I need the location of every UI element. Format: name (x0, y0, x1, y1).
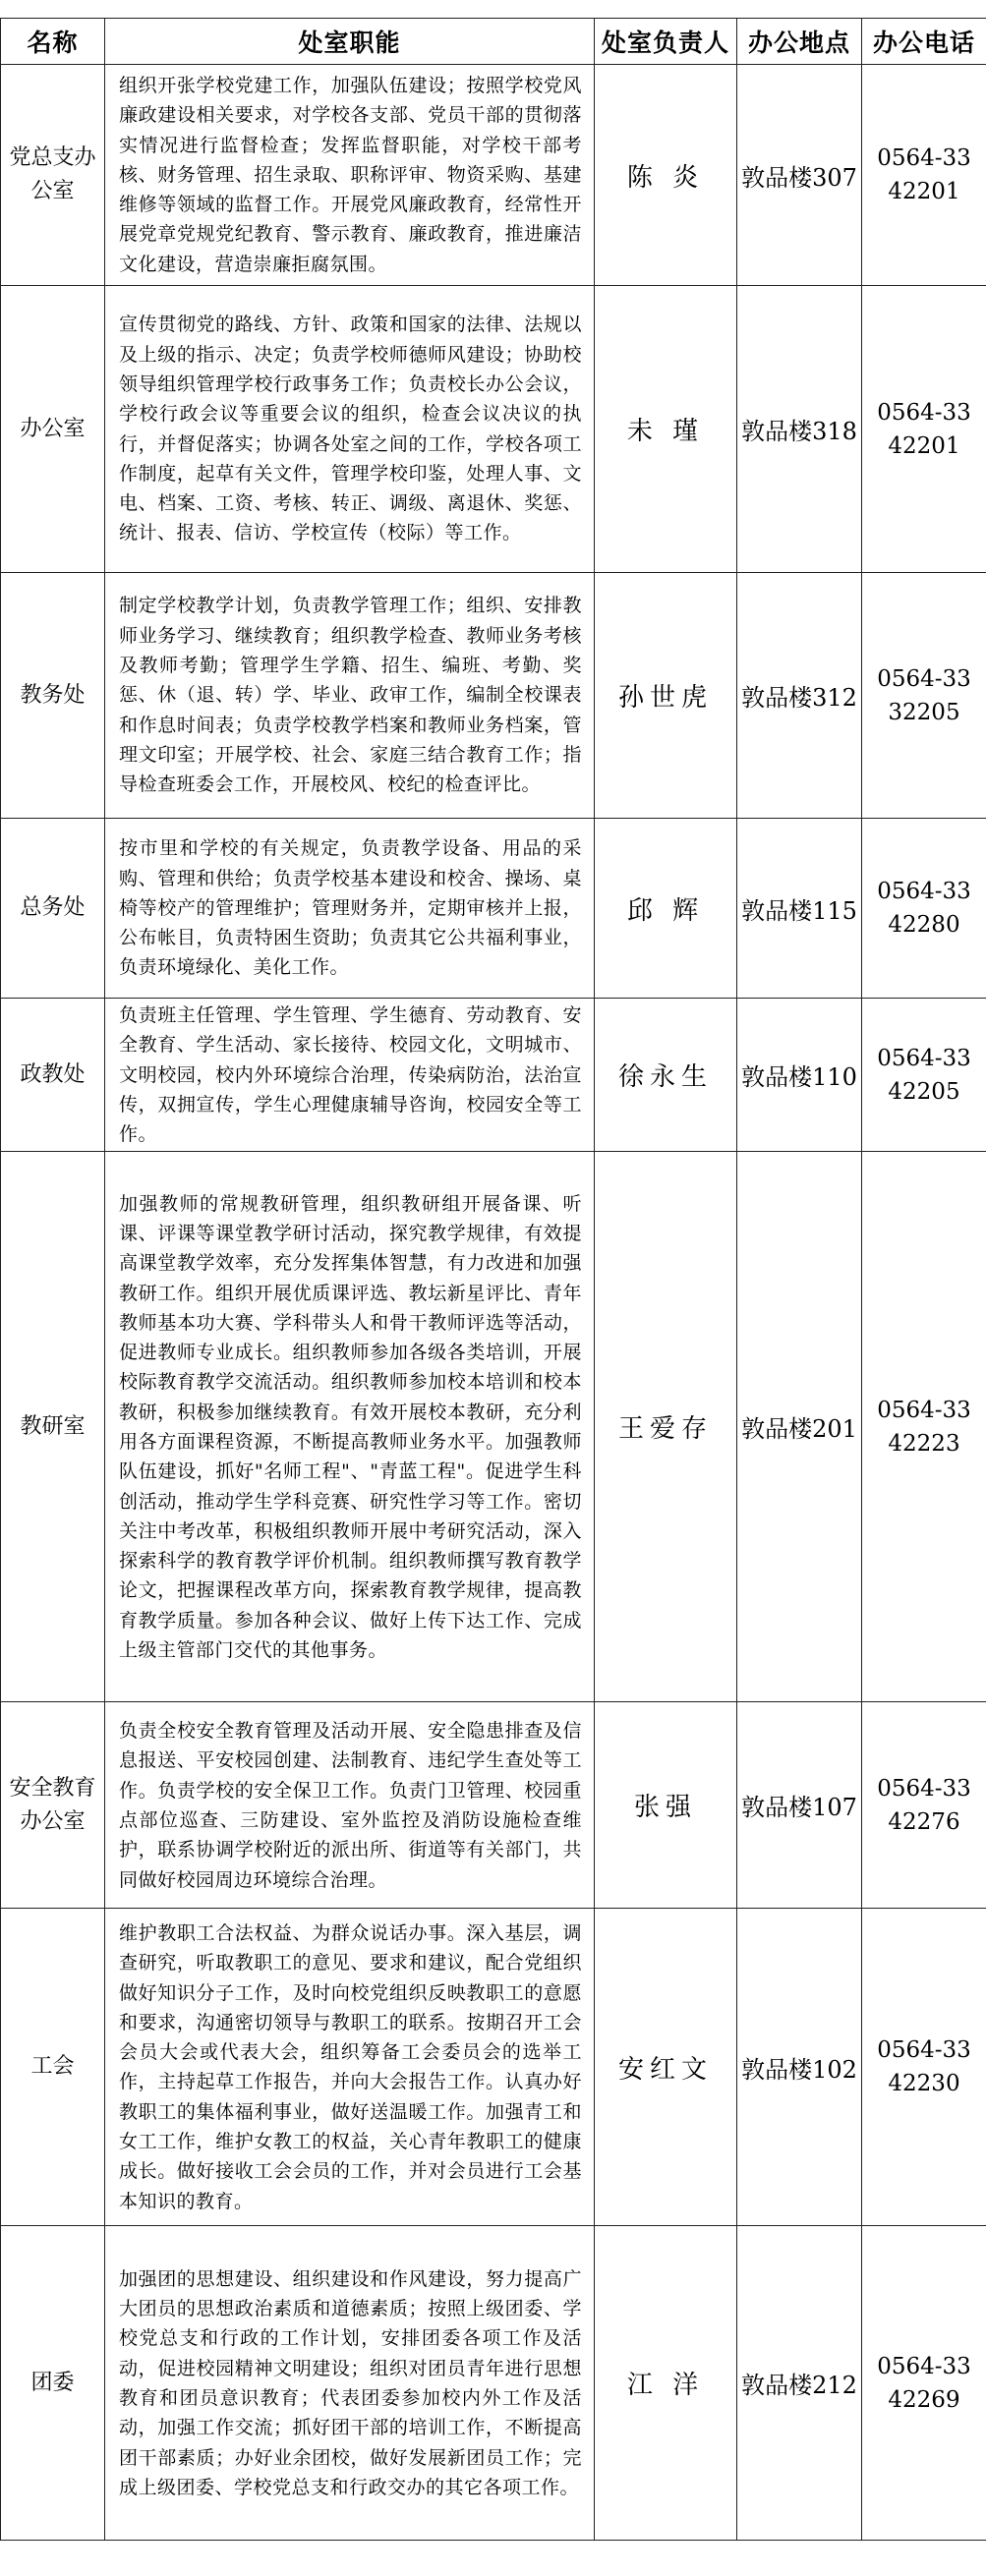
office-head: 邱 辉 (595, 819, 737, 999)
office-head: 王爱存 (595, 1152, 737, 1702)
office-duties-table (0, 18, 986, 2541)
header-head: 处室负责人 (595, 19, 737, 65)
office-head: 江 洋 (595, 2226, 737, 2541)
office-duty: 加强教师的常规教研管理，组织教研组开展备课、听课、评课等课堂教学研讨活动，探究教学规律，有效提高课堂教学效率，充分发挥集体智慧，有力改进和加强教研工作。组织开展优质课评选、教坛新星评比、青年教师基本功大赛、学科带头人和骨干教师评选等活动，促进教师专业成长。组织教师参加各级各类培训，开展校际教育教学交流活动。组织教师参加校本培训和校本教研，积极参加继续教育。有效开展校本教研，充分利用各方面课程资源，不断提高教师业务水平。加强教师队伍建设，抓好"名师工程"、"青蓝工程"。促进学生科创活动，推动学生学科竞赛、研究性学习等工作。密切关注中考改革，积极组织教师开展中考研究活动，深入探索科学的教育教学评价机制。组织教师撰写教育教学论文，把握课程改革方向，探索教育教学规律，提高教育教学质量。参加各种会议、做好上传下达工作、完成上级主管部门交代的其他事务。 (105, 1152, 595, 1702)
office-name: 安全教育办公室 (9, 1775, 96, 1834)
office-location: 敦品楼212 (737, 2226, 862, 2541)
office-duty: 制定学校教学计划，负责教学管理工作；组织、安排教师业务学习、继续教育；组织教学检查、教师业务考核及教师考勤；管理学生学籍、招生、编班、考勤、奖惩、休（退、转）学、毕业、政审工作，编制全校课表和作息时间表；负责学校教学档案和教师业务档案，管理文印室；开展学校、社会、家庭三结合教育工作；指导检查班委会工作，开展校风、校纪的检查评比。 (105, 573, 595, 819)
office-duty: 负责全校安全教育管理及活动开展、安全隐患排查及信息报送、平安校园创建、法制教育、违纪学生查处等工作。负责学校的安全保卫工作。负责门卫管理、校园重点部位巡查、三防建设、室外监控及消防设施检查维护，联系协调学校附近的派出所、街道等有关部门，共同做好校园周边环境综合治理。 (105, 1702, 595, 1909)
office-head: 徐永生 (595, 999, 737, 1152)
table-row (1, 1702, 986, 1909)
office-location: 敦品楼201 (737, 1152, 862, 1702)
table-row (1, 2226, 986, 2541)
office-head: 孙世虎 (595, 573, 737, 819)
office-name: 团委 (30, 2370, 75, 2395)
table-header-row (1, 19, 986, 65)
office-duty: 按市里和学校的有关规定，负责教学设备、用品的采购、管理和供给；负责学校基本建设和校舍、操场、桌椅等校产的管理维护；管理财务并，定期审核并上报，公布帐目，负责特困生资助；负责其它公共福利事业，负责环境绿化、美化工作。 (105, 819, 595, 999)
table-row (1, 573, 986, 819)
office-phone: 0564-3342201 (877, 399, 971, 459)
office-phone: 0564-3342280 (877, 879, 971, 938)
office-phone: 0564-3342269 (877, 2353, 971, 2413)
office-phone: 0564-3342230 (877, 2037, 971, 2097)
table-row (1, 286, 986, 573)
table-row (1, 65, 986, 286)
office-location: 敦品楼307 (737, 65, 862, 286)
office-location: 敦品楼115 (737, 819, 862, 999)
office-phone: 0564-3342205 (877, 1045, 971, 1105)
office-duty: 维护教职工合法权益、为群众说话办事。深入基层，调查研究，听取教职工的意见、要求和建议，配合党组织做好知识分子工作，及时向校党组织反映教职工的意愿和要求，沟通密切领导与教职工的联系。按期召开工会会员大会或代表大会，组织筹备工会委员会的选举工作，主持起草工作报告，并向大会报告工作。认真办好教职工的集体福利事业，做好送温暖工作。加强青工和女工工作，维护女教工的权益，关心青年教职工的健康成长。做好接收工会会员的工作，并对会员进行工会基本知识的教育。 (105, 1909, 595, 2226)
office-head: 未 瑾 (595, 286, 737, 573)
office-name: 政教处 (20, 1061, 86, 1087)
office-phone: 0564-3342223 (877, 1397, 971, 1457)
office-head: 安红文 (595, 1909, 737, 2226)
office-duty: 负责班主任管理、学生管理、学生德育、劳动教育、安全教育、学生活动、家长接待、校园文化，文明城市、文明校园，校内外环境综合治理，传染病防治，法治宣传，双拥宣传，学生心理健康辅导咨询，校园安全等工作。 (105, 999, 595, 1152)
office-name: 总务处 (20, 895, 86, 920)
office-name: 教研室 (20, 1413, 86, 1439)
office-phone: 0564-3332205 (877, 665, 971, 725)
table-row (1, 999, 986, 1152)
office-location: 敦品楼107 (737, 1702, 862, 1909)
office-head: 张强 (595, 1702, 737, 1909)
office-head: 陈 炎 (595, 65, 737, 286)
header-location: 办公地点 (737, 19, 862, 65)
office-name: 教务处 (20, 682, 86, 708)
table-row (1, 1909, 986, 2226)
header-duty: 处室职能 (105, 19, 595, 65)
header-name: 名称 (1, 19, 105, 65)
office-duty: 加强团的思想建设、组织建设和作风建设，努力提高广大团员的思想政治素质和道德素质；按照上级团委、学校党总支和行政的工作计划，安排团委各项工作及活动，促进校园精神文明建设；组织对团员青年进行思想教育和团员意识教育；代表团委参加校内外工作及活动，加强工作交流；抓好团干部的培训工作，不断提高团干部素质；办好业余团校，做好发展新团员工作；完成上级团委、学校党总支和行政交办的其它各项工作。 (105, 2226, 595, 2541)
office-location: 敦品楼318 (737, 286, 862, 573)
office-name: 党总支办公室 (9, 145, 96, 203)
office-location: 敦品楼312 (737, 573, 862, 819)
office-phone: 0564-3342276 (877, 1775, 971, 1835)
header-phone: 办公电话 (862, 19, 986, 65)
table-row (1, 819, 986, 999)
office-location: 敦品楼110 (737, 999, 862, 1152)
office-duty: 组织开张学校党建工作，加强队伍建设；按照学校党风廉政建设相关要求，对学校各支部、党员干部的贯彻落实情况进行监督检查；发挥监督职能，对学校干部考核、财务管理、招生录取、职称评审、物资采购、基建维修等领域的监督工作。开展党风廉政教育，经常性开展党章党规党纪教育、警示教育、廉政教育，推进廉洁文化建设，营造崇廉拒腐氛围。 (105, 65, 595, 286)
table-row (1, 1152, 986, 1702)
office-location: 敦品楼102 (737, 1909, 862, 2226)
office-phone: 0564-3342201 (877, 145, 971, 204)
office-name: 工会 (30, 2054, 75, 2080)
office-duty: 宣传贯彻党的路线、方针、政策和国家的法律、法规以及上级的指示、决定；负责学校师德师风建设；协助校领导组织管理学校行政事务工作；负责校长办公会议，学校行政会议等重要会议的组织，检查会议决议的执行，并督促落实；协调各处室之间的工作，学校各项工作制度，起草有关文件，管理学校印鉴，处理人事、文电、档案、工资、考核、转正、调级、离退休、奖惩、统计、报表、信访、学校宣传（校际）等工作。 (105, 286, 595, 573)
office-name: 办公室 (20, 416, 86, 441)
